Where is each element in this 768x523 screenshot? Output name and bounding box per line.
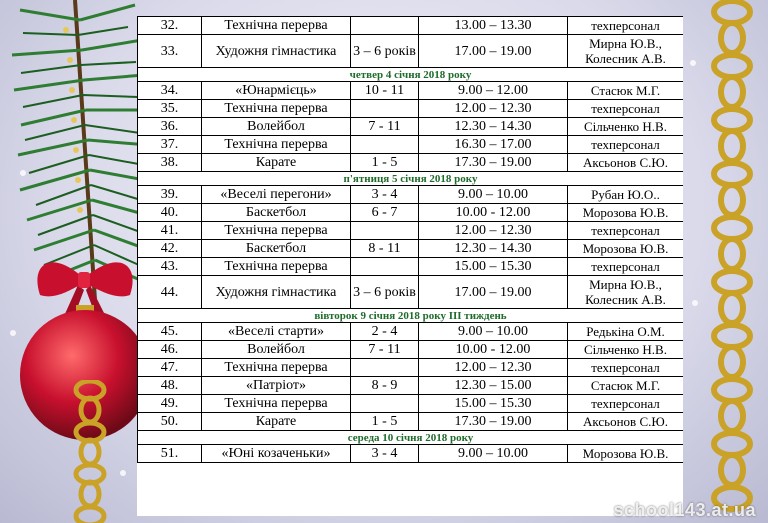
age-group [351,222,419,240]
schedule-table [137,16,683,463]
supervisor: техперсонал [568,359,684,377]
time-slot: 13.00 – 13.30 [419,17,568,35]
time-slot: 9.00 – 12.00 [419,82,568,100]
snowflake-decoration [120,470,126,476]
activity-name: «Веселі старти» [202,323,351,341]
schedule-table-body [138,17,684,463]
snowflake-decoration [10,330,16,336]
activity-name: Технічна перерва [202,222,351,240]
activity-name: «Веселі перегони» [202,186,351,204]
activity-name: Карате [202,154,351,172]
snowflake-decoration [690,60,696,66]
table-row [138,341,684,359]
table-row [138,240,684,258]
gold-chain-decoration-left [60,380,120,523]
age-group: 7 - 11 [351,341,419,359]
activity-name: Технічна перерва [202,17,351,35]
age-group [351,100,419,118]
activity-name: Технічна перерва [202,258,351,276]
table-row [138,276,684,309]
table-row [138,395,684,413]
age-group: 7 - 11 [351,118,419,136]
supervisor: Морозова Ю.В. [568,204,684,222]
row-number: 36. [138,118,202,136]
supervisor: Морозова Ю.В. [568,240,684,258]
time-slot: 9.00 – 10.00 [419,445,568,463]
row-number: 41. [138,222,202,240]
supervisor: Аксьонов С.Ю. [568,413,684,431]
time-slot: 17.30 – 19.00 [419,154,568,172]
row-number: 37. [138,136,202,154]
time-slot: 17.00 – 19.00 [419,276,568,309]
row-number: 33. [138,35,202,68]
row-number: 47. [138,359,202,377]
gold-chain-decoration-right [696,0,768,523]
table-row [138,413,684,431]
table-row [138,100,684,118]
activity-name: Волейбол [202,341,351,359]
row-number: 32. [138,17,202,35]
time-slot: 9.00 – 10.00 [419,323,568,341]
row-number: 39. [138,186,202,204]
day-header-row [138,68,684,82]
activity-name: Художня гімнастика [202,35,351,68]
age-group [351,258,419,276]
table-row [138,204,684,222]
day-header: п'ятниця 5 січня 2018 року [138,172,684,186]
time-slot: 15.00 – 15.30 [419,395,568,413]
row-number: 35. [138,100,202,118]
row-number: 50. [138,413,202,431]
day-header: четвер 4 січня 2018 року [138,68,684,82]
site-watermark: school143.at.ua [613,500,756,520]
activity-name: Баскетбол [202,240,351,258]
activity-name: Баскетбол [202,204,351,222]
time-slot: 10.00 - 12.00 [419,341,568,359]
row-number: 43. [138,258,202,276]
activity-name: Технічна перерва [202,100,351,118]
supervisor: Стасюк М.Г. [568,377,684,395]
age-group: 8 - 9 [351,377,419,395]
table-row [138,118,684,136]
table-row [138,445,684,463]
table-row [138,186,684,204]
age-group [351,17,419,35]
time-slot: 12.00 – 12.30 [419,100,568,118]
supervisor: Мирна Ю.В., Колесник А.В. [568,276,684,309]
activity-name: Технічна перерва [202,136,351,154]
supervisor: Стасюк М.Г. [568,82,684,100]
schedule-table-container [137,16,683,516]
row-number: 49. [138,395,202,413]
age-group [351,136,419,154]
activity-name: Технічна перерва [202,359,351,377]
table-row [138,323,684,341]
supervisor: Редькіна О.М. [568,323,684,341]
age-group: 10 - 11 [351,82,419,100]
row-number: 40. [138,204,202,222]
day-header: вівторок 9 січня 2018 року ІІІ тиждень [138,309,684,323]
activity-name: Карате [202,413,351,431]
row-number: 45. [138,323,202,341]
age-group: 3 – 6 років [351,276,419,309]
table-row [138,82,684,100]
row-number: 46. [138,341,202,359]
table-row [138,258,684,276]
table-row [138,35,684,68]
time-slot: 17.30 – 19.00 [419,413,568,431]
supervisor: техперсонал [568,222,684,240]
age-group: 3 - 4 [351,186,419,204]
table-row [138,359,684,377]
supervisor: техперсонал [568,17,684,35]
age-group: 1 - 5 [351,413,419,431]
time-slot: 12.30 – 14.30 [419,240,568,258]
time-slot: 12.00 – 12.30 [419,359,568,377]
time-slot: 10.00 - 12.00 [419,204,568,222]
activity-name: Волейбол [202,118,351,136]
row-number: 38. [138,154,202,172]
age-group: 1 - 5 [351,154,419,172]
table-row [138,136,684,154]
supervisor: Сільченко Н.В. [568,118,684,136]
time-slot: 12.30 – 15.00 [419,377,568,395]
activity-name: «Патріот» [202,377,351,395]
day-header-row [138,172,684,186]
age-group: 3 - 4 [351,445,419,463]
supervisor: техперсонал [568,395,684,413]
time-slot: 12.00 – 12.30 [419,222,568,240]
row-number: 44. [138,276,202,309]
age-group: 2 - 4 [351,323,419,341]
supervisor: Сільченко Н.В. [568,341,684,359]
table-row [138,222,684,240]
table-row [138,154,684,172]
age-group: 3 – 6 років [351,35,419,68]
row-number: 42. [138,240,202,258]
supervisor: техперсонал [568,258,684,276]
time-slot: 17.00 – 19.00 [419,35,568,68]
time-slot: 15.00 – 15.30 [419,258,568,276]
activity-name: Художня гімнастика [202,276,351,309]
day-header-row [138,431,684,445]
time-slot: 9.00 – 10.00 [419,186,568,204]
supervisor: Мирна Ю.В., Колесник А.В. [568,35,684,68]
supervisor: Аксьонов С.Ю. [568,154,684,172]
supervisor: техперсонал [568,100,684,118]
age-group [351,395,419,413]
supervisor: Рубан Ю.О.. [568,186,684,204]
time-slot: 16.30 – 17.00 [419,136,568,154]
snowflake-decoration [692,300,698,306]
time-slot: 12.30 – 14.30 [419,118,568,136]
age-group: 8 - 11 [351,240,419,258]
table-row [138,17,684,35]
day-header-row [138,309,684,323]
snowflake-decoration [20,170,26,176]
table-row [138,377,684,395]
row-number: 34. [138,82,202,100]
row-number: 51. [138,445,202,463]
age-group: 6 - 7 [351,204,419,222]
supervisor: Морозова Ю.В. [568,445,684,463]
supervisor: техперсонал [568,136,684,154]
activity-name: Технічна перерва [202,395,351,413]
day-header: середа 10 січня 2018 року [138,431,684,445]
row-number: 48. [138,377,202,395]
activity-name: «Юнармієць» [202,82,351,100]
activity-name: «Юні козаченьки» [202,445,351,463]
age-group [351,359,419,377]
